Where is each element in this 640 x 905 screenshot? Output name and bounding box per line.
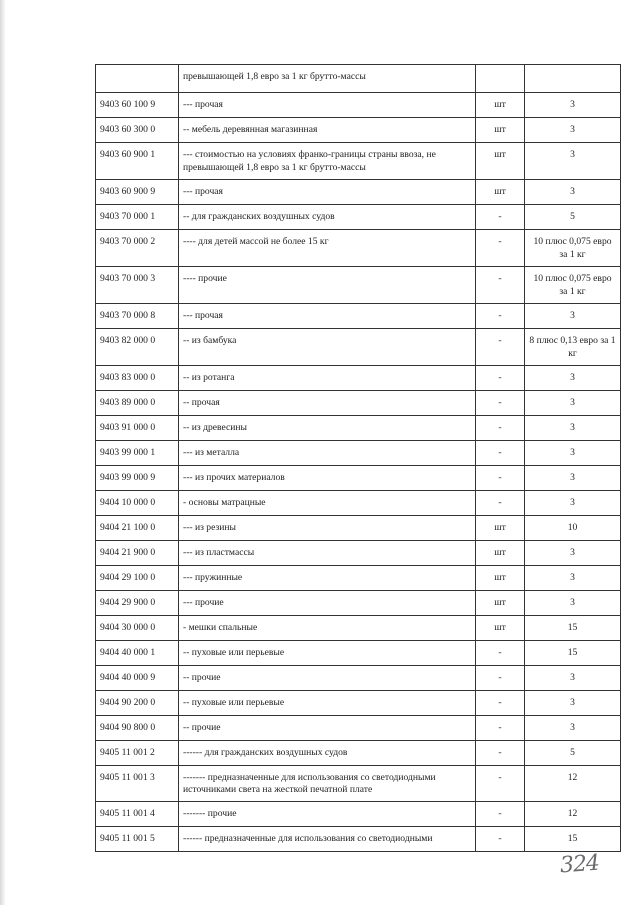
tariff-code-cell: 9403 60 300 0: [96, 118, 179, 143]
duty-rate-cell: 12: [525, 765, 621, 802]
unit-cell: -: [476, 690, 525, 715]
tariff-code-cell: 9403 70 000 2: [96, 229, 179, 266]
table-row: [96, 590, 621, 615]
duty-rate-cell: 3: [525, 490, 621, 515]
scan-edge-shadow: [0, 0, 6, 905]
table-row: [96, 65, 621, 93]
tariff-code-cell: 9403 70 000 8: [96, 303, 179, 328]
unit-cell: шт: [476, 118, 525, 143]
description-cell: ------- прочие: [179, 802, 476, 827]
table-row: [96, 740, 621, 765]
duty-rate-cell: 3: [525, 665, 621, 690]
table-row: [96, 390, 621, 415]
unit-cell: -: [476, 765, 525, 802]
unit-cell: -: [476, 303, 525, 328]
description-cell: --- прочие: [179, 590, 476, 615]
description-cell: --- из металла: [179, 440, 476, 465]
duty-rate-cell: 3: [525, 303, 621, 328]
table-row: [96, 365, 621, 390]
unit-cell: шт: [476, 179, 525, 204]
description-cell: -- пуховые или перьевые: [179, 690, 476, 715]
unit-cell: шт: [476, 590, 525, 615]
tariff-code-cell: 9403 99 000 9: [96, 465, 179, 490]
tariff-code-cell: 9404 40 000 9: [96, 665, 179, 690]
tariff-code-cell: 9403 70 000 1: [96, 204, 179, 229]
tariff-code-cell: 9403 89 000 0: [96, 390, 179, 415]
duty-rate-cell: 3: [525, 118, 621, 143]
unit-cell: -: [476, 465, 525, 490]
tariff-code-cell: 9403 82 000 0: [96, 328, 179, 365]
duty-rate-cell: 3: [525, 365, 621, 390]
unit-cell: -: [476, 266, 525, 303]
unit-cell: шт: [476, 565, 525, 590]
description-cell: -- пуховые или перьевые: [179, 640, 476, 665]
duty-rate-cell: 3: [525, 415, 621, 440]
unit-cell: -: [476, 204, 525, 229]
duty-rate-cell: 10 плюс 0,075 евро за 1 кг: [525, 266, 621, 303]
table-row: [96, 415, 621, 440]
duty-rate-cell: 3: [525, 715, 621, 740]
table-row: [96, 565, 621, 590]
duty-rate-cell: 3: [525, 565, 621, 590]
tariff-code-cell: 9403 60 900 9: [96, 179, 179, 204]
description-cell: превышающей 1,8 евро за 1 кг брутто-массы: [179, 65, 476, 93]
unit-cell: -: [476, 802, 525, 827]
duty-rate-cell: [525, 65, 621, 93]
handwritten-page-number: 324: [559, 850, 600, 879]
table-row: [96, 266, 621, 303]
tariff-code-cell: 9403 91 000 0: [96, 415, 179, 440]
description-cell: --- прочая: [179, 179, 476, 204]
duty-rate-cell: 3: [525, 93, 621, 118]
tariff-code-cell: 9404 21 100 0: [96, 515, 179, 540]
duty-rate-cell: 15: [525, 615, 621, 640]
duty-rate-cell: 8 плюс 0,13 евро за 1 кг: [525, 328, 621, 365]
duty-rate-cell: 15: [525, 640, 621, 665]
description-cell: --- из прочих материалов: [179, 465, 476, 490]
tariff-code-cell: 9403 83 000 0: [96, 365, 179, 390]
tariff-code-cell: 9404 29 900 0: [96, 590, 179, 615]
description-cell: ---- для детей массой не более 15 кг: [179, 229, 476, 266]
description-cell: ---- прочие: [179, 266, 476, 303]
tariff-code-cell: 9404 29 100 0: [96, 565, 179, 590]
description-cell: -- прочие: [179, 665, 476, 690]
unit-cell: -: [476, 440, 525, 465]
tariff-code-cell: 9404 21 900 0: [96, 540, 179, 565]
table-row: [96, 540, 621, 565]
table-row: [96, 515, 621, 540]
description-cell: -- из ротанга: [179, 365, 476, 390]
table-row: [96, 615, 621, 640]
duty-rate-cell: 10 плюс 0,075 евро за 1 кг: [525, 229, 621, 266]
unit-cell: -: [476, 229, 525, 266]
table-row: [96, 118, 621, 143]
table-row: [96, 204, 621, 229]
description-cell: -- из древесины: [179, 415, 476, 440]
table-row: [96, 640, 621, 665]
duty-rate-cell: 3: [525, 143, 621, 180]
tariff-code-cell: 9403 99 000 1: [96, 440, 179, 465]
table-row: [96, 440, 621, 465]
unit-cell: шт: [476, 615, 525, 640]
description-cell: --- пружинные: [179, 565, 476, 590]
description-cell: -- прочие: [179, 715, 476, 740]
unit-cell: -: [476, 490, 525, 515]
table-row: [96, 93, 621, 118]
table-row: [96, 179, 621, 204]
tariff-table-body: [96, 65, 621, 852]
description-cell: --- прочая: [179, 303, 476, 328]
duty-rate-cell: 15: [525, 827, 621, 852]
unit-cell: шт: [476, 143, 525, 180]
unit-cell: -: [476, 827, 525, 852]
description-cell: --- из пластмассы: [179, 540, 476, 565]
description-cell: - основы матрацные: [179, 490, 476, 515]
tariff-code-cell: 9404 30 000 0: [96, 615, 179, 640]
duty-rate-cell: 3: [525, 390, 621, 415]
unit-cell: шт: [476, 515, 525, 540]
description-cell: ------ предназначенные для использования со светодиодными: [179, 827, 476, 852]
description-cell: -- для гражданских воздушных судов: [179, 204, 476, 229]
unit-cell: -: [476, 640, 525, 665]
tariff-code-cell: 9404 90 200 0: [96, 690, 179, 715]
unit-cell: -: [476, 365, 525, 390]
table-row: [96, 465, 621, 490]
unit-cell: -: [476, 740, 525, 765]
duty-rate-cell: 3: [525, 590, 621, 615]
tariff-code-cell: 9404 40 000 1: [96, 640, 179, 665]
description-cell: ------ для гражданских воздушных судов: [179, 740, 476, 765]
tariff-code-cell: 9403 70 000 3: [96, 266, 179, 303]
duty-rate-cell: 12: [525, 802, 621, 827]
unit-cell: -: [476, 665, 525, 690]
table-row: [96, 229, 621, 266]
description-cell: --- стоимостью на условиях франко-границы страны ввоза, не превышающей 1,8 евро за 1 кг брутто-массы: [179, 143, 476, 180]
duty-rate-cell: 3: [525, 465, 621, 490]
tariff-code-cell: 9404 10 000 0: [96, 490, 179, 515]
tariff-code-cell: 9405 11 001 2: [96, 740, 179, 765]
tariff-code-cell: 9405 11 001 5: [96, 827, 179, 852]
duty-rate-cell: 3: [525, 440, 621, 465]
duty-rate-cell: 3: [525, 690, 621, 715]
duty-rate-cell: 3: [525, 179, 621, 204]
table-row: [96, 765, 621, 802]
unit-cell: [476, 65, 525, 93]
table-row: [96, 715, 621, 740]
tariff-code-cell: 9405 11 001 4: [96, 802, 179, 827]
table-row: [96, 490, 621, 515]
duty-rate-cell: 5: [525, 740, 621, 765]
tariff-code-cell: 9405 11 001 3: [96, 765, 179, 802]
unit-cell: шт: [476, 93, 525, 118]
description-cell: --- прочая: [179, 93, 476, 118]
description-cell: - мешки спальные: [179, 615, 476, 640]
table-row: [96, 665, 621, 690]
table-row: [96, 690, 621, 715]
description-cell: -- мебель деревянная магазинная: [179, 118, 476, 143]
tariff-code-cell: 9403 60 900 1: [96, 143, 179, 180]
duty-rate-cell: 5: [525, 204, 621, 229]
unit-cell: шт: [476, 540, 525, 565]
unit-cell: -: [476, 328, 525, 365]
table-row: [96, 328, 621, 365]
description-cell: ------- предназначенные для использования со светодиодными источниками света на жесткой печатной плате: [179, 765, 476, 802]
description-cell: --- из резины: [179, 515, 476, 540]
duty-rate-cell: 3: [525, 540, 621, 565]
unit-cell: -: [476, 415, 525, 440]
tariff-code-cell: [96, 65, 179, 93]
table-row: [96, 303, 621, 328]
tariff-table: [95, 64, 621, 852]
unit-cell: -: [476, 715, 525, 740]
unit-cell: -: [476, 390, 525, 415]
table-row: [96, 143, 621, 180]
table-row: [96, 827, 621, 852]
duty-rate-cell: 10: [525, 515, 621, 540]
tariff-code-cell: 9403 60 100 9: [96, 93, 179, 118]
tariff-code-cell: 9404 90 800 0: [96, 715, 179, 740]
description-cell: -- прочая: [179, 390, 476, 415]
table-row: [96, 802, 621, 827]
description-cell: -- из бамбука: [179, 328, 476, 365]
